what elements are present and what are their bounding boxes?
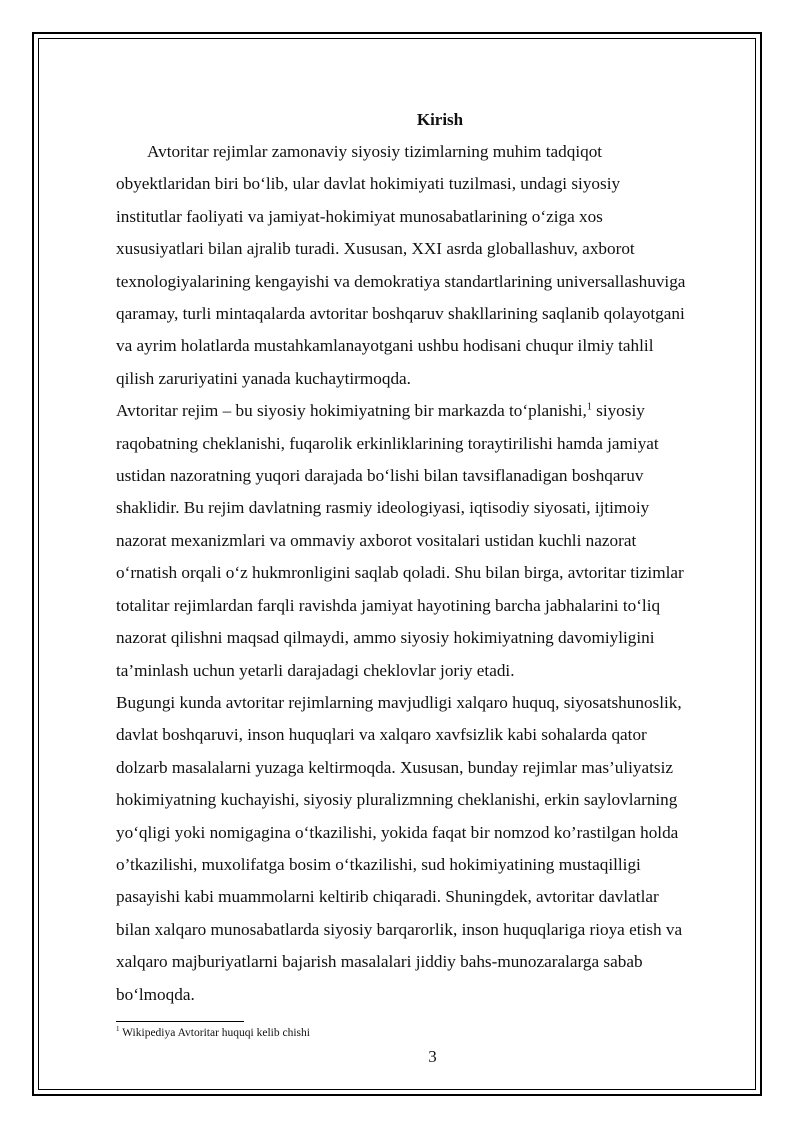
paragraph-1	[116, 136, 744, 395]
paragraph-line: o‘rnatish orqali o‘z hukmronligini saqlab qoladi. Shu bilan birga, avtoritar tizimlar	[116, 563, 684, 583]
paragraph-line: institutlar faoliyati va jamiyat-hokimiyat munosabatlarining o‘ziga xos	[116, 206, 603, 226]
footnote-number: 1	[116, 1025, 120, 1034]
paragraph-3	[116, 687, 744, 1011]
footnote-separator	[116, 1021, 244, 1022]
paragraph-line: nazorat qilishni maqsad qilmaydi, ammo siyosiy hokimiyatning davomiyligini	[116, 628, 655, 648]
paragraph-line: bilan xalqaro munosabatlarda siyosiy barqarorlik, inson huquqlariga rioya etish va	[116, 919, 683, 939]
paragraph-text: Avtoritar rejim – bu siyosiy hokimiyatning bir markazda to‘planishi,	[116, 401, 587, 421]
paragraph-line: va ayrim holatlarda mustahkamlanayotgani ushbu hodisani chuqur ilmiy tahlil	[116, 336, 654, 356]
paragraph-line: texnologiyalarining kengayishi va demokratiya standartlarining universallashuviga	[116, 271, 686, 291]
paragraph-line: davlat boshqaruvi, inson huquqlari va xalqaro xavfsizlik kabi sohalarda qator	[116, 725, 647, 745]
paragraph-line: qilish zaruriyatini yanada kuchaytirmoqda.	[116, 368, 411, 388]
paragraph-line: totalitar rejimlardan farqli ravishda jamiyat hayotining barcha jabhalarini to‘liq	[116, 595, 661, 615]
paragraph-line: ta’minlash uchun yetarli darajadagi cheklovlar joriy etadi.	[116, 660, 515, 680]
paragraph-line: Bugungi kunda avtoritar rejimlarning mavjudligi xalqaro huquq, siyosatshunoslik,	[116, 692, 682, 712]
paragraph-line: raqobatning cheklanishi, fuqarolik erkinliklarining toraytirilishi hamda jamiyat	[116, 433, 659, 453]
paragraph-line: obyektlaridan biri bo‘lib, ular davlat hokimiyati tuzilmasi, undagi siyosiy	[116, 174, 621, 194]
paragraph-line: nazorat mexanizmlari va ommaviy axborot vositalari ustidan kuchli nazorat	[116, 530, 637, 550]
footnote-text: Wikipediya Avtoritar huquqi kelib chishi	[119, 1026, 310, 1039]
page-body	[116, 104, 744, 1067]
paragraph-line: o’tkazilishi, muxolifatga bosim o‘tkazilishi, sud hokimiyatining mustaqilligi	[116, 854, 641, 874]
paragraph-line: xususiyatlari bilan ajralib turadi. Xususan, XXI asrda globallashuv, axborot	[116, 239, 635, 259]
paragraph-line: qaramay, turli mintaqalarda avtoritar boshqaruv shakllarining saqlanib qolayotgani	[116, 304, 685, 324]
paragraph-2	[116, 395, 744, 687]
paragraph-line: pasayishi kabi muammolarni keltirib chiqaradi. Shuningdek, avtoritar davlatlar	[116, 887, 659, 907]
page-number: 3	[428, 1046, 437, 1066]
paragraph-text: siyosiy	[591, 401, 645, 421]
paragraph-line: bo‘lmoqda.	[116, 984, 195, 1004]
section-title: Kirish	[416, 110, 464, 129]
paragraph-line: Avtoritar rejimlar zamonaviy siyosiy tizimlarning muhim tadqiqot	[147, 142, 603, 161]
paragraph-line	[116, 395, 744, 427]
footnote	[116, 1026, 744, 1041]
paragraph-line: xalqaro majburiyatlarni bajarish masalalari jiddiy bahs-munozaralarga sabab	[116, 952, 643, 972]
paragraph-line: hokimiyatning kuchayishi, siyosiy pluralizmning cheklanishi, erkin saylovlarning	[116, 790, 678, 810]
paragraph-line: shaklidir. Bu rejim davlatning rasmiy ideologiyasi, iqtisodiy siyosati, ijtimoiy	[116, 498, 650, 518]
footnote-reference[interactable]: 1	[586, 401, 592, 413]
paragraph-line: yo‘qligi yoki nomigagina o‘tkazilishi, yokida faqat bir nomzod ko’rastilgan holda	[116, 822, 679, 842]
paragraph-line: dolzarb masalalarni yuzaga keltirmoqda. Xususan, bunday rejimlar mas’uliyatsiz	[116, 757, 673, 777]
paragraph-line: ustidan nazoratning yuqori darajada bo‘lishi bilan tavsiflanadigan boshqaruv	[116, 466, 644, 486]
